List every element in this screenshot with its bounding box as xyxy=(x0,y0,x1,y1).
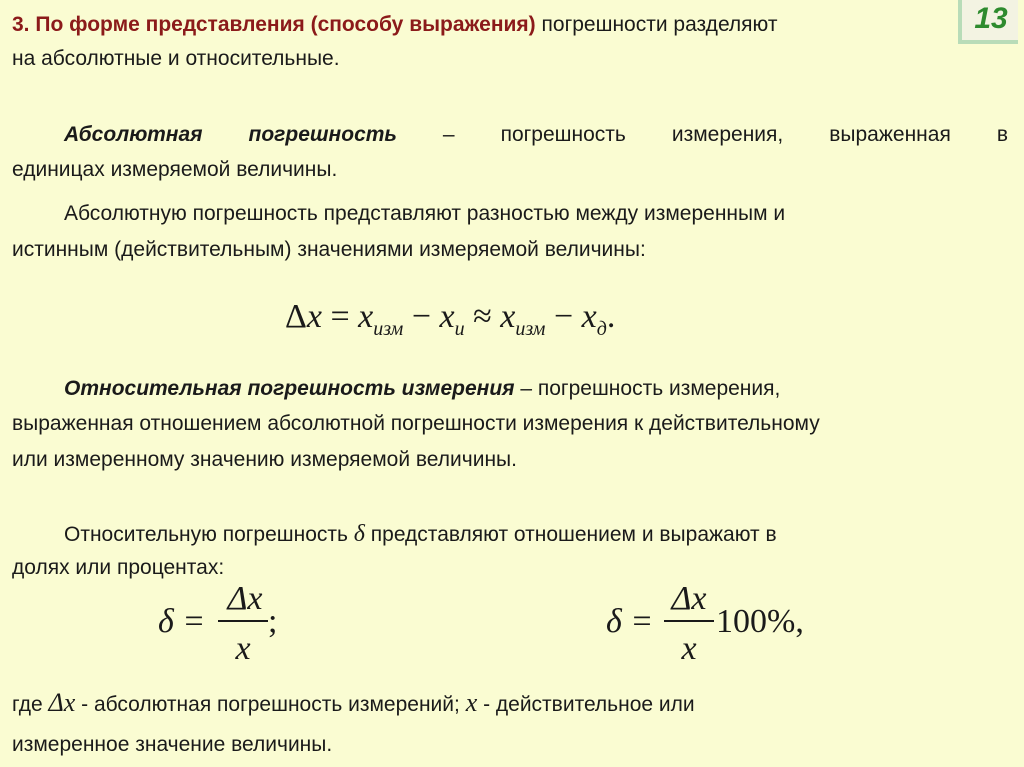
formula1-sub1: изм xyxy=(373,318,404,340)
formula3-lhs: δ = xyxy=(606,603,654,640)
formula2-denominator: x xyxy=(235,630,251,667)
formula1-minus2: − xyxy=(545,298,582,335)
intro-heading: 3. По форме представления (способу выражения) xyxy=(12,13,536,36)
rel-def-rest: – погрешность измерения, xyxy=(514,377,781,400)
rel-def-line-1 xyxy=(64,372,780,406)
where-line-2: измеренное значение величины. xyxy=(12,733,333,756)
formula2-numerator: Δx xyxy=(227,580,263,617)
intro-line-1 xyxy=(12,8,952,42)
formula1-sub4: д xyxy=(596,318,607,340)
formula1-x: x xyxy=(306,298,322,335)
abs-repr-line-1: Абсолютную погрешность представляют разностью между измеренным и xyxy=(64,202,786,225)
formula1-minus1: − xyxy=(403,298,440,335)
where-line-1 xyxy=(12,686,695,722)
formula3-denominator: x xyxy=(681,630,697,667)
rel-def-line-2: выраженная отношением абсолютной погрешности измерения к действительному xyxy=(12,412,820,435)
formula1-eq: = xyxy=(321,298,359,335)
abs-def-rest: – погрешность измерения, выраженная в xyxy=(396,123,1008,146)
intro-line-2: на абсолютные и относительные. xyxy=(12,47,340,70)
rel-repr-a: Относительную погрешность xyxy=(64,523,354,546)
where-dx: Δx xyxy=(48,688,76,717)
rel-repr-line-2: долях или процентах: xyxy=(12,556,225,579)
abs-def-line-2: единицах измеряемой величины. xyxy=(12,158,338,181)
where-x: x xyxy=(465,688,478,717)
abs-def-line-1 xyxy=(64,118,1008,152)
page-number: 13 xyxy=(974,2,1008,35)
formula1-dot: . xyxy=(606,298,616,335)
formula-absolute-error xyxy=(285,298,615,341)
where-text2: - действительное или xyxy=(477,693,695,716)
formula1-approx: ≈ xyxy=(464,298,501,335)
formula1-x4: x xyxy=(581,298,597,335)
delta-symbol: δ xyxy=(353,521,365,547)
formula2-fraction-line xyxy=(218,620,268,622)
formula1-x1: x xyxy=(358,298,374,335)
formula2-lhs: δ = xyxy=(158,603,206,640)
where-text1: - абсолютная погрешность измерений; xyxy=(75,693,466,716)
intro-rest: погрешности разделяют xyxy=(535,13,778,36)
abs-term: Абсолютная погрешность xyxy=(64,123,397,146)
formula2-tail: ; xyxy=(268,603,278,640)
rel-repr-line-1 xyxy=(64,517,777,552)
where-prefix: где xyxy=(12,693,49,716)
formula3-fraction-line xyxy=(664,620,714,622)
formula1-sub2: и xyxy=(454,318,465,340)
page-number-box xyxy=(958,0,1018,44)
rel-repr-b: представляют отношением и выражают в xyxy=(364,523,777,546)
formula3-tail: 100%, xyxy=(716,603,804,640)
formula1-delta: Δ xyxy=(285,298,307,335)
formula3-numerator: Δx xyxy=(671,580,707,617)
abs-repr-line-2: истинным (действительным) значениями измеряемой величины: xyxy=(12,238,646,261)
rel-def-line-3: или измеренному значению измеряемой величины. xyxy=(12,448,517,471)
formula1-sub3: изм xyxy=(515,318,546,340)
rel-term: Относительная погрешность измерения xyxy=(64,377,515,400)
formula1-x3: x xyxy=(500,298,516,335)
formula1-x2: x xyxy=(439,298,455,335)
